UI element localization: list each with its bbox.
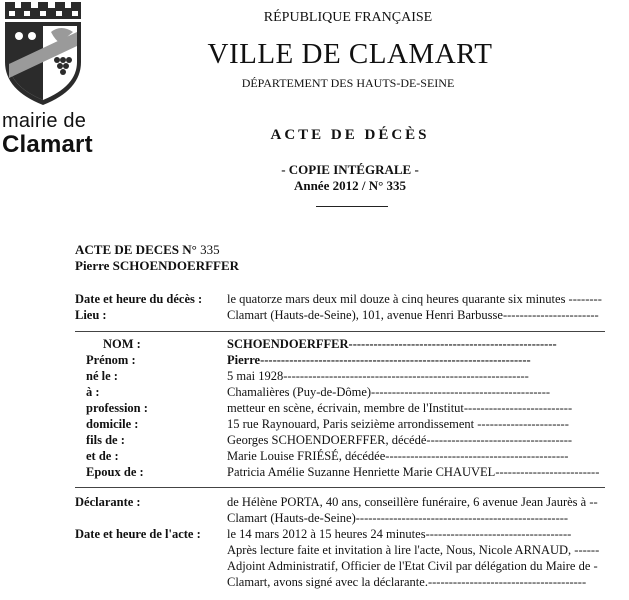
field-value-continuation: Après lecture faite et invitation à lire l'acte, Nous, Nicole ARNAUD, ------ bbox=[227, 543, 600, 557]
field-label: fils de : bbox=[86, 433, 125, 447]
republic-heading: RÉPUBLIQUE FRANÇAISE bbox=[263, 10, 433, 25]
field-label: Prénom : bbox=[86, 353, 136, 367]
department-heading: DÉPARTEMENT DES HAUTS-DE-SEINE bbox=[241, 76, 455, 90]
field-label: Déclarante : bbox=[75, 495, 141, 509]
field-label: NOM : bbox=[103, 337, 141, 351]
document-title: ACTE DE DÉCÈS bbox=[270, 127, 430, 143]
field-label: profession : bbox=[86, 401, 148, 415]
field-value: 15 rue Raynouard, Paris seizième arrondissement ---------------------- bbox=[227, 417, 569, 431]
year-number: Année 2012 / N° 335 bbox=[293, 178, 407, 193]
copy-type: - COPIE INTÉGRALE - bbox=[281, 162, 419, 177]
field-label: Epoux de : bbox=[86, 465, 144, 479]
clamart-crest-logo bbox=[3, 2, 83, 106]
crown-icon bbox=[5, 2, 81, 19]
field-value: SCHOENDOERFFER-------------------------------------------------- bbox=[227, 337, 557, 351]
logo-text-mairie: mairie de bbox=[2, 110, 87, 132]
field-value: Patricia Amélie Suzanne Henriette Marie CHAUVEL------------------------- bbox=[227, 465, 600, 479]
field-label: Date et heure de l'acte : bbox=[75, 527, 201, 541]
field-value: le 14 mars 2012 à 15 heures 24 minutes----------------------------------- bbox=[227, 527, 572, 541]
field-value: Pierre----------------------------------------------------------------- bbox=[227, 353, 531, 367]
field-value: Chamalières (Puy-de-Dôme)------------------------------------------- bbox=[227, 385, 551, 399]
act-number-label: ACTE DE DECES N° bbox=[75, 242, 197, 257]
section-divider bbox=[75, 331, 605, 332]
field-value: metteur en scène, écrivain, membre de l'Institut-------------------------- bbox=[227, 401, 573, 415]
act-number bbox=[75, 242, 220, 258]
field-value: Georges SCHOENDOERFFER, décédé----------------------------------- bbox=[227, 433, 573, 447]
city-heading: VILLE DE CLAMART bbox=[207, 38, 493, 70]
field-value: de Hélène PORTA, 40 ans, conseillère funéraire, 6 avenue Jean Jaurès à -- bbox=[227, 495, 598, 509]
field-value-continuation: Adjoint Administratif, Officier de l'Etat Civil par délégation du Maire de - bbox=[227, 559, 598, 573]
logo-text-clamart: Clamart bbox=[2, 131, 93, 158]
field-value-continuation: Clamart (Hauts-de-Seine)--------------------------------------------------- bbox=[227, 511, 569, 525]
field-label: à : bbox=[86, 385, 100, 399]
title-divider bbox=[316, 206, 388, 207]
field-value: 5 mai 1928----------------------------------------------------------- bbox=[227, 369, 529, 383]
field-label: domicile : bbox=[86, 417, 139, 431]
field-label: né le : bbox=[86, 369, 118, 383]
section-divider bbox=[75, 487, 605, 488]
shield-icon bbox=[5, 22, 81, 105]
field-label: Lieu : bbox=[75, 308, 107, 322]
field-value: Marie Louise FRIÉSÉ, décédée-------------------------------------------- bbox=[227, 449, 569, 463]
field-value: le quatorze mars deux mil douze à cinq heures quarante six minutes -------- bbox=[227, 292, 602, 306]
field-label: Date et heure du décès : bbox=[75, 292, 203, 306]
field-label: et de : bbox=[86, 449, 119, 463]
act-number-value: 335 bbox=[200, 242, 220, 257]
field-value-continuation: Clamart, avons signé avec la déclarante.-------------------------------------- bbox=[227, 575, 587, 589]
field-value: Clamart (Hauts-de-Seine), 101, avenue Henri Barbusse----------------------- bbox=[227, 308, 599, 322]
act-person: Pierre SCHOENDOERFFER bbox=[75, 258, 240, 273]
